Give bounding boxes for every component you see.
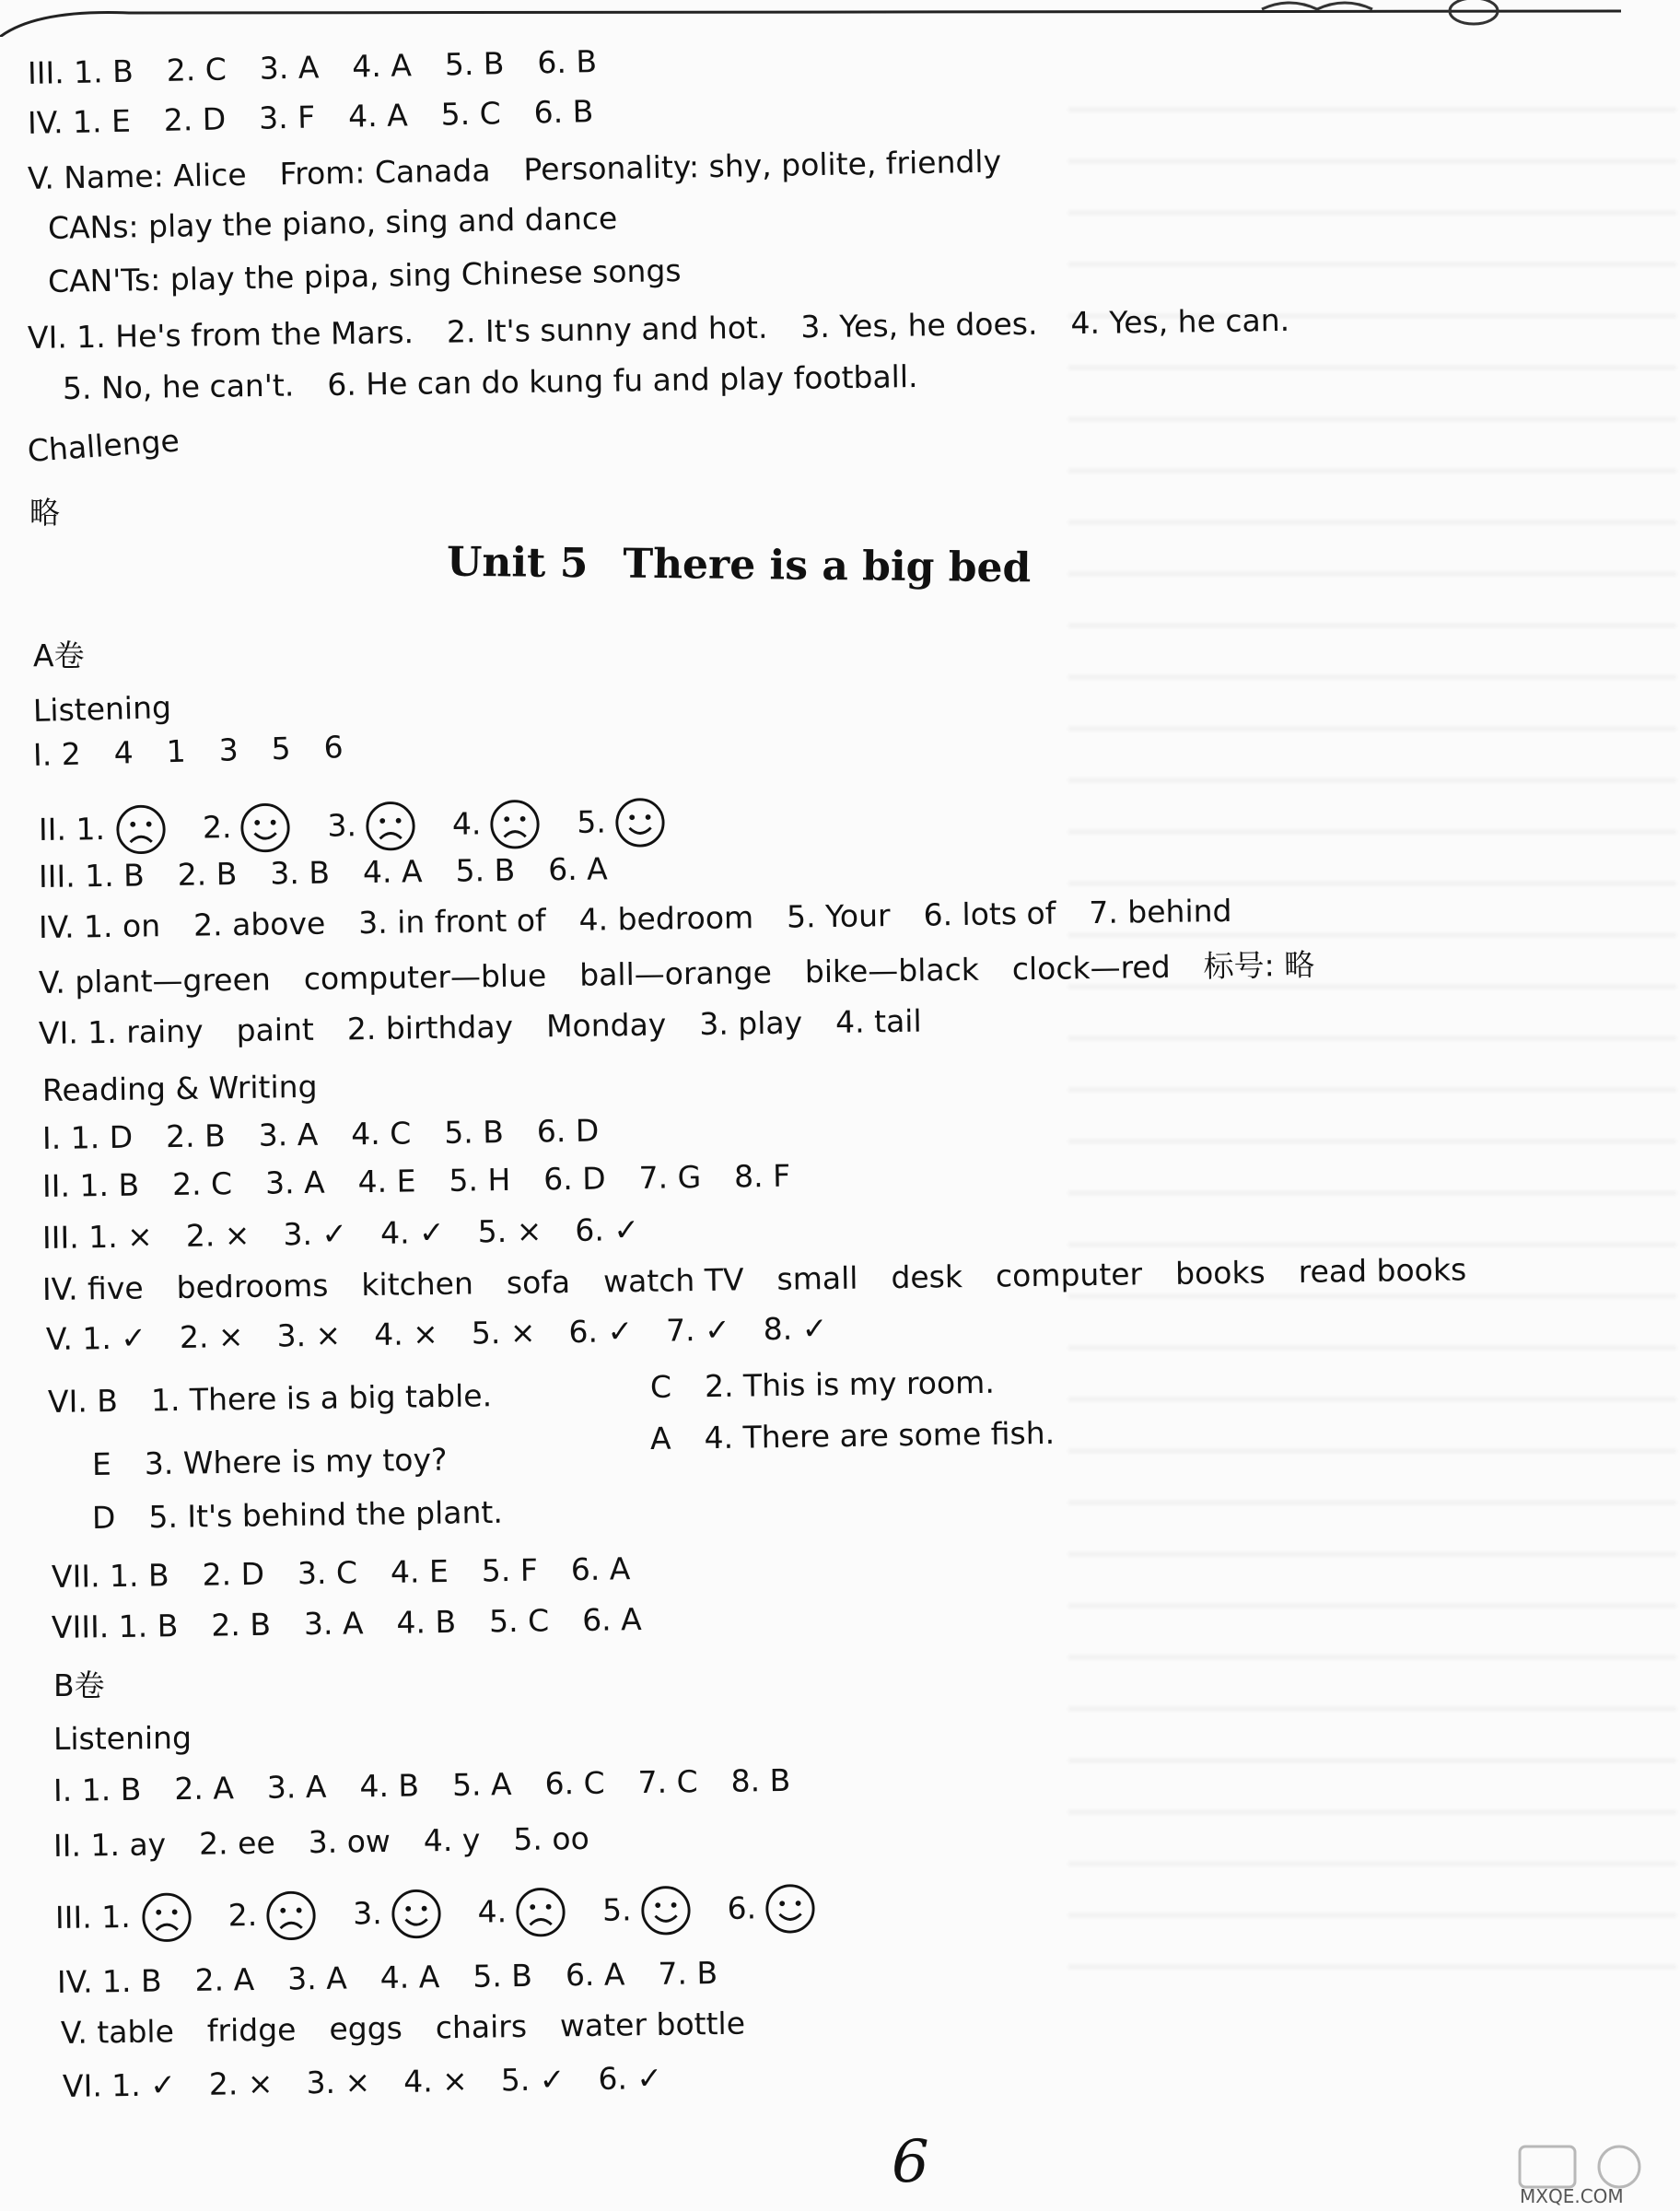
- answer-item: 3. ×: [276, 1316, 342, 1354]
- answer-item: 5. B: [444, 1114, 505, 1151]
- face-question-label: III. 1.: [54, 1898, 131, 1936]
- answer-item: eggs: [329, 2009, 403, 2047]
- answer-item: 2. B: [211, 1606, 272, 1644]
- answer-item: IV. 1. on: [38, 907, 161, 945]
- answer-item: 6. D: [536, 1112, 600, 1150]
- answer-item: 2. It's sunny and hot.: [446, 309, 768, 350]
- answer-item: E: [91, 1445, 112, 1482]
- answer-line: [63, 2058, 663, 2107]
- answer-item: D: [91, 1499, 116, 1536]
- answer-item: 4. ×: [373, 1316, 439, 1353]
- answer-item: II. 1. ay: [52, 1826, 167, 1864]
- answer-item: small: [776, 1259, 858, 1297]
- answer-item: Listening: [32, 689, 172, 729]
- happy-face-icon: [638, 1883, 693, 1937]
- sad-face-icon: [364, 799, 418, 853]
- answer-item: 略: [29, 495, 60, 531]
- answer-item: VI. 1. He's from the Mars.: [27, 314, 414, 356]
- watermark-text: MXQE.COM: [1520, 2185, 1624, 2207]
- answer-item: CANs: play the piano, sing and dance: [47, 200, 618, 246]
- answer-item: 3. play: [699, 1004, 803, 1042]
- answer-item: kitchen: [361, 1265, 474, 1304]
- answer-item: 5. ×: [471, 1314, 536, 1351]
- answer-item: 7. G: [638, 1159, 702, 1196]
- answer-line: [39, 1001, 922, 1054]
- answer-line: [42, 1067, 318, 1111]
- sad-face-icon: [488, 797, 542, 851]
- answer-line: [28, 300, 1290, 358]
- answer-item: 3. A: [266, 1768, 327, 1806]
- answer-item: 4. A: [379, 1959, 440, 1996]
- answer-item: I. 1. D: [41, 1118, 134, 1156]
- answer-item: 5. Your: [786, 897, 891, 935]
- header-curve-decoration: [0, 0, 1680, 37]
- answer-item: 5. B: [455, 851, 516, 889]
- answer-item: 6. B: [533, 93, 594, 131]
- answer-line: [42, 1249, 1467, 1310]
- answer-item: 6. ✓: [575, 1211, 640, 1248]
- answer-item: V. table: [60, 2013, 175, 2051]
- answer-item: 2. A: [194, 1961, 255, 1998]
- answer-item: 4. bedroom: [578, 899, 754, 938]
- answer-item: III. 1. B: [38, 857, 146, 895]
- unit-number: Unit 5: [446, 538, 589, 588]
- answer-item: III. 1. B: [27, 53, 134, 91]
- answer-item: books: [1174, 1254, 1266, 1292]
- answer-item: 5. No, he can't.: [62, 367, 295, 406]
- answer-item: VIII. 1. B: [51, 1608, 179, 1645]
- answer-item: Reading & Writing: [41, 1068, 318, 1108]
- answer-item: 2. B: [177, 855, 238, 893]
- answer-item: 5. B: [444, 45, 505, 83]
- answer-line: [650, 1363, 995, 1408]
- answer-line: [53, 1718, 192, 1760]
- answer-item: 4. ×: [402, 2062, 469, 2100]
- answer-item: Personality: shy, polite, friendly: [523, 143, 1002, 188]
- unit-title: [447, 539, 1032, 592]
- answer-item: bedrooms: [176, 1267, 329, 1305]
- answer-line: [61, 2004, 746, 2053]
- answer-line: [53, 1666, 105, 1706]
- face-number-label: 2.: [202, 808, 232, 846]
- answer-item: 2. ×: [208, 2065, 274, 2102]
- answer-line: [650, 1413, 1056, 1459]
- answer-item: sofa: [506, 1263, 571, 1301]
- answer-item: 6. A: [565, 1956, 625, 1994]
- answer-item: 6. B: [537, 43, 598, 81]
- answer-item: 3. ow: [308, 1822, 391, 1861]
- answer-line: [32, 687, 171, 731]
- answer-line: [42, 1111, 600, 1159]
- sad-face-icon: [139, 1890, 193, 1945]
- answer-item: VI. 1. ✓: [62, 2066, 177, 2104]
- answer-item: watch TV: [602, 1261, 744, 1300]
- answer-line: [46, 1308, 828, 1360]
- answer-line: [28, 142, 1002, 199]
- answer-line: [29, 493, 60, 533]
- answer-item: 4. tail: [834, 1002, 922, 1040]
- answer-item: 5. A: [451, 1766, 512, 1803]
- answer-item: 5. C: [440, 95, 502, 133]
- answer-item: VI. B: [47, 1382, 119, 1420]
- face-number-label: 5.: [577, 802, 607, 840]
- answer-item: C: [649, 1368, 672, 1405]
- answer-item: II. 1. B: [41, 1166, 140, 1204]
- answer-item: VII. 1. B: [51, 1557, 169, 1595]
- answer-item: 2. A: [174, 1770, 235, 1807]
- answer-item: 2. C: [166, 51, 228, 88]
- bleed-through-ghost-text: [1068, 74, 1676, 2008]
- answer-item: 2. ×: [179, 1318, 244, 1355]
- answer-item: 4. E: [390, 1552, 449, 1590]
- answer-item: 4. A: [351, 47, 413, 85]
- answer-line: [42, 1210, 640, 1258]
- answer-item: III. 1. ×: [41, 1218, 154, 1256]
- answer-line: [53, 1819, 589, 1866]
- answer-item: 3. A: [286, 1959, 348, 1997]
- answer-item: 4. A: [347, 97, 409, 135]
- answer-item: V. Name: Alice: [27, 156, 247, 196]
- answer-item: 3: [218, 731, 239, 768]
- answer-item: I. 1. B: [52, 1771, 142, 1808]
- answer-line: [28, 41, 598, 94]
- unit-name: There is a big bed: [623, 540, 1032, 592]
- answer-item: 1: [166, 732, 187, 770]
- answer-item: 5. C: [488, 1602, 550, 1640]
- answer-item: computer—blue: [303, 957, 547, 997]
- answer-item: 7. behind: [1089, 892, 1232, 931]
- answer-item: paint: [236, 1011, 315, 1049]
- answer-item: 4: [113, 734, 134, 771]
- answer-item: 4. A: [362, 853, 423, 891]
- answer-line: [52, 1599, 642, 1648]
- face-number-label: 2.: [228, 1896, 258, 1933]
- answer-item: 2. ×: [185, 1216, 251, 1254]
- face-number-label: 3.: [352, 1894, 382, 1932]
- answer-item: B卷: [53, 1667, 105, 1703]
- answer-item: 4. There are some fish.: [704, 1414, 1056, 1456]
- face-number-label: 3.: [327, 806, 357, 844]
- answer-item: 5. ×: [477, 1212, 542, 1250]
- faces-row-a: [39, 795, 703, 858]
- answer-item: 6. He can do kung fu and play football.: [327, 358, 918, 403]
- answer-item: 2. This is my room.: [704, 1363, 996, 1405]
- answer-item: 8. F: [733, 1157, 791, 1195]
- happy-face-icon: [389, 1887, 443, 1941]
- answer-item: CAN'Ts: play the pipa, sing Chinese songs: [47, 252, 682, 299]
- answer-item: From: Canada: [279, 152, 491, 193]
- answer-line: [92, 1440, 448, 1485]
- face-number-label: 5.: [601, 1890, 632, 1928]
- answer-item: 5. H: [449, 1161, 511, 1199]
- answer-item: A: [649, 1420, 671, 1456]
- answer-item: bike—black: [804, 951, 980, 990]
- answer-line: [48, 251, 682, 302]
- answer-item: 3. Where is my toy?: [144, 1441, 448, 1482]
- answer-item: VI. 1. rainy: [38, 1012, 204, 1051]
- faces-row-b: [55, 1881, 853, 1946]
- answer-item: clock—red: [1011, 948, 1171, 988]
- answer-item: 5. oo: [513, 1819, 590, 1858]
- page-number: 6: [892, 2128, 929, 2196]
- answer-item: 8. B: [730, 1761, 791, 1799]
- answer-line: [39, 945, 1315, 1003]
- answer-item: IV. 1. E: [27, 102, 132, 141]
- answer-item: Monday: [545, 1006, 667, 1045]
- happy-face-icon: [239, 801, 293, 855]
- answer-item: 2. birthday: [346, 1008, 514, 1047]
- answer-item: 3. A: [258, 1116, 319, 1153]
- answer-item: 6. ✓: [598, 2059, 663, 2097]
- answer-item: 3. A: [303, 1605, 364, 1643]
- answer-item: 3. in front of: [357, 902, 546, 942]
- answer-item: computer: [995, 1256, 1143, 1294]
- answer-item: 4. C: [350, 1115, 412, 1152]
- answer-item: desk: [891, 1258, 963, 1296]
- answer-item: 3. F: [258, 99, 316, 136]
- answer-item: 6. D: [542, 1160, 606, 1198]
- answer-item: V. 1. ✓: [45, 1319, 147, 1357]
- answer-item: 6. A: [547, 850, 609, 888]
- answer-line: [42, 1156, 791, 1207]
- answer-item: ball—orange: [578, 953, 773, 993]
- sad-face-icon: [514, 1885, 568, 1939]
- face-number-label: 4.: [477, 1892, 508, 1930]
- answer-item: 1. There is a big table.: [150, 1377, 493, 1419]
- answer-item: 3. C: [297, 1554, 358, 1592]
- answer-line: [33, 636, 85, 676]
- answer-item: 2. D: [163, 100, 227, 138]
- answer-line: [92, 1492, 503, 1538]
- face-number-label: 6.: [727, 1889, 757, 1926]
- answer-item: IV. 1. B: [56, 1962, 162, 2000]
- answer-item: 2. above: [192, 905, 326, 943]
- face-number-label: 4.: [451, 804, 482, 842]
- answer-item: 5. F: [481, 1551, 539, 1589]
- answer-item: I. 2: [32, 735, 82, 773]
- answer-item: 4. B: [396, 1603, 457, 1641]
- answer-item: 5: [271, 730, 292, 767]
- answer-item: chairs: [435, 2007, 528, 2046]
- answer-item: 8. ✓: [763, 1310, 828, 1348]
- answer-item: 6: [323, 729, 344, 766]
- answer-line: [53, 1761, 791, 1811]
- happy-face-icon: [764, 1881, 818, 1936]
- answer-line: [48, 1375, 493, 1422]
- answer-line: [32, 727, 344, 776]
- answer-item: 3. ×: [306, 2064, 371, 2101]
- face-question-label: II. 1.: [38, 810, 106, 848]
- answer-item: 6. ✓: [568, 1313, 634, 1351]
- answer-item: V. plant—green: [38, 961, 272, 1000]
- answer-item: 6. C: [544, 1764, 605, 1802]
- answer-item: 4. B: [359, 1767, 420, 1805]
- answer-item: water bottle: [559, 2005, 746, 2044]
- answer-item: 3. A: [259, 49, 320, 87]
- answer-item: 7. ✓: [665, 1311, 730, 1349]
- sad-face-icon: [264, 1889, 319, 1943]
- answer-item: 6. lots of: [923, 895, 1056, 933]
- answer-item: 2. D: [202, 1555, 265, 1593]
- answer-item: Listening: [52, 1719, 192, 1757]
- answer-line: [39, 891, 1232, 948]
- answer-item: 4. ✓: [379, 1213, 445, 1251]
- answer-item: 7. B: [658, 1954, 718, 1992]
- answer-item: fridge: [206, 2011, 297, 2049]
- answer-item: A卷: [33, 638, 85, 673]
- answer-line: [52, 1549, 631, 1597]
- sad-face-icon: [114, 802, 169, 857]
- answer-item: 2. B: [165, 1117, 226, 1155]
- answer-item: 3. ✓: [283, 1215, 348, 1253]
- answer-item: IV. five: [41, 1269, 144, 1307]
- answer-item: 4. Yes, he can.: [1070, 301, 1290, 342]
- answer-item: 4. E: [357, 1163, 416, 1200]
- answer-line: [28, 91, 594, 144]
- answer-item: 7. C: [637, 1763, 698, 1801]
- answer-line: [63, 357, 918, 409]
- answer-item: 5. ✓: [500, 2061, 566, 2099]
- answer-item: 5. B: [472, 1957, 533, 1995]
- answer-item: 3. B: [270, 854, 331, 892]
- answer-item: read books: [1298, 1251, 1467, 1290]
- answer-item: 3. Yes, he does.: [800, 305, 1038, 345]
- answer-item: 2. ee: [198, 1824, 276, 1862]
- answer-item: 标号: 略: [1203, 946, 1315, 985]
- answer-item: Challenge: [26, 422, 181, 469]
- answer-item: 5. It's behind the plant.: [148, 1493, 504, 1536]
- answer-item: 2. C: [171, 1165, 233, 1203]
- answer-line: [57, 1953, 718, 2003]
- answer-item: 4. y: [423, 1821, 481, 1859]
- answer-item: 6. A: [570, 1550, 631, 1588]
- answer-line: [48, 198, 618, 249]
- answer-item: 6. A: [581, 1601, 642, 1638]
- answer-item: 3. A: [264, 1164, 325, 1201]
- happy-face-icon: [613, 796, 668, 850]
- answer-line: [26, 421, 181, 472]
